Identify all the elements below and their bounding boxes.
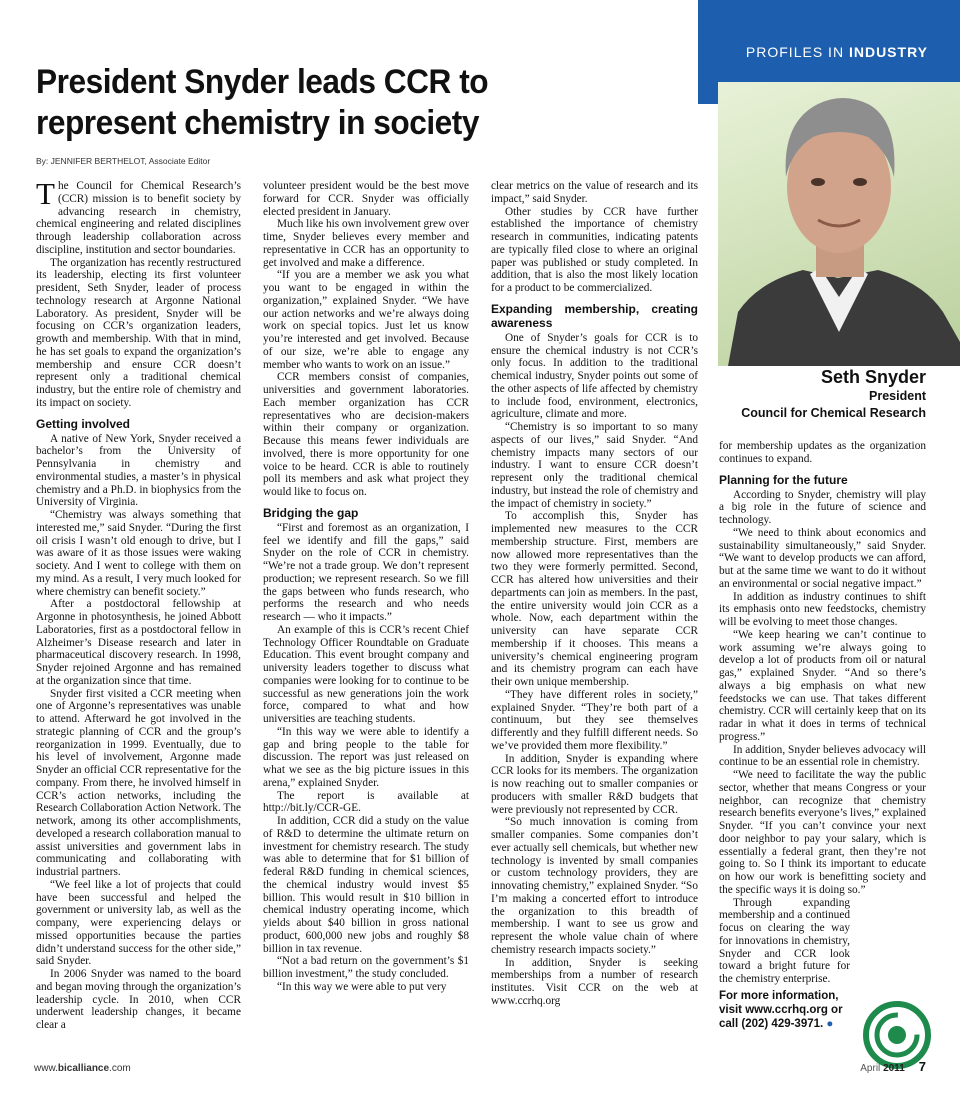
paragraph: In addition, CCR did a study on the value of R&D to determine the ultimate return on investment for chemistry research. The study was able to determine that for $1 billion of federal R&D funding in chemical sciences, the chemical industry would invest $5 billion. This would result in $10 billion in chemical industry operating income, which yields about $40 billion in gross national product, 600,000 new jobs and roughly $8 billion in tax revenue. [263,815,469,955]
photo-caption [700,366,926,422]
footer-website[interactable]: www.bicalliance.com [34,1063,131,1074]
caption-title: President [869,389,926,403]
paragraph: CCR members consist of companies, universities and government laboratories. Each member organization has CCR representatives who are decision-makers within their company or organization. Because this means fewer individuals are involved, there is more opportunity for one voice to be heard. CCR is able to routinely poll its members and ask what project they would like to focus on. [263,371,469,498]
caption-name: Seth Snyder [820,367,926,387]
column-3 [491,180,698,1008]
paragraph: To accomplish this, Snyder has implemented new measures to the CCR membership structure. First, members are now allowed more representatives than the two they were formerly permitted. Second, CCR has altered how universities and their departments can join as members. In the past, the entire university would join CCR as a whole. Now, each department within the university can have separate CCR membership if it chooses. This means a university’s chemical engineering program and its chemistry program can each have their own unique membership. [491,510,698,688]
end-bullet-icon: ● [826,1017,834,1030]
paragraph: “In this way we were able to identify a gap and bring people to the table for discussion. The report was just released on what we see as the big picture issues in this arena,” explained Snyder. [263,725,469,789]
paragraph: for membership updates as the organization continues to expand. [719,440,926,465]
subhead: Getting involved [36,416,131,431]
footer-issue: April 2011 7 [860,1059,926,1074]
caption-org: Council for Chemical Research [741,406,926,420]
column-2 [263,180,469,994]
paragraph: Through expanding membership and a continued focus on clearing the way for innovations in chemistry, Snyder and CCR look toward a bright future for the chemistry enterprise. [719,896,850,985]
paragraph: In addition, Snyder believes advocacy will continue to be an essential role in chemistry. [719,743,926,769]
column-4 [719,440,926,1031]
paragraph: “In this way we were able to put very [277,980,447,993]
page-number: 7 [918,1059,926,1074]
paragraph: A native of New York, Snyder received a bachelor’s from the University of Pennsylvania in chemistry and environmental studies, a master’s in physical chemistry and a Ph.D. in biophysics from the University of Virginia. [36,432,241,509]
paragraph: “They have different roles in society,” explained Snyder. “They’re both part of a continuum, but they see themselves differently and they fulfill different needs. So we’ve provided them more flexibility.” [491,688,698,752]
subhead: Expanding membership, creating awareness [491,301,698,330]
paragraph: “First and foremost as an organization, I feel we identify and fill the gaps,” said Snyder on the role of CCR in chemistry. “We’re not a trade group. We don’t represent production; we represent research. So we fill the gaps between who funds research, who performs the research and who needs research — who it impacts.” [263,521,469,623]
paragraph: The Council for Chemical Research’s (CCR) mission is to benefit society by advancing research in chemistry, chemical engineering and related disciplines through leadership collaboration across discipline, institution and sector boundaries. [36,176,241,256]
paragraph: “We need to facilitate the way the public sector, whether that means Congress or your neighbor, can recognize that chemistry research benefits everyone’s lives,” explained Snyder. “If you can’t convince your next door neighbor to pay your salary, which is essentially a federal grant, then they’re not going to. So I think its important to educate on how our work is benefitting society and the specific ways it is doing so.” [719,769,926,896]
paragraph: Other studies by CCR have further established the importance of chemistry research in communities, indicating patents are typically filed close to where an original paper was published or study completed. In addition, that is also the most likely location for a product to be commercialized. [491,205,698,294]
byline: By: JENNIFER BERTHELOT, Associate Editor [36,156,211,166]
paragraph: In 2006 Snyder was named to the board and began moving through the organization’s leadership cycle. In 2010, when CCR underwent leadership changes, it became clear a [36,968,241,1031]
contact-info: For more information, visit www.ccrhq.org or call (202) 429-3971. ● [719,989,843,1030]
paragraph: “Not a bad return on the government’s $1 billion investment,” the study concluded. [263,955,469,980]
paragraph: “We feel like a lot of projects that could have been successful and helped the government or university lab, as well as the company, were experiencing delays or missed opportunities because the parties didn’t understand success for the other side,” said Snyder. [36,878,241,968]
paragraph: In addition, Snyder is seeking memberships from a number of research institutes. Visit CCR on the web at www.ccrhq.org [491,956,698,1007]
paragraph: clear metrics on the value of research and its impact,” said Snyder. [491,180,698,205]
article-headline: President Snyder leads CCR to represent chemistry in society [36,63,489,142]
section-label: PROFILES IN INDUSTRY [745,44,928,60]
paragraph: volunteer president would be the best move forward for CCR. Snyder was officially elected president in January. [263,180,469,218]
paragraph: “Chemistry was always something that interested me,” said Snyder. “During the first oil crisis I wasn’t old enough to drive, but I was aware of it as those issues were waking society. And I went to college with them on my mind. As a result, I very much looked for where chemistry can benefit society.” [36,509,241,598]
paragraph: “So much innovation is coming from smaller companies. Some companies don’t ever actually sell chemicals, but whether new technology is invented by small companies or custom technology providers, they are innovating chemistry,” explained Snyder. “So I’m making a concerted effort to introduce the organization to this breadth of membership. I want to see us grow and represent the whole value chain of where chemistry research impacts society.” [491,816,698,956]
column-1 [36,176,241,1032]
portrait-photo [718,82,960,366]
paragraph: One of Snyder’s goals for CCR is to ensure the chemical industry is not CCR’s only focus. In addition to the traditional chemical industry, Snyder points out some of the other aspects of life affected by chemistry to include food, environment, electronics, agriculture, climate and more. [491,331,698,421]
paragraph: “We need to think about economics and sustainability simultaneously,” said Snyder. “We want to develop products we can afford, but at the same time we want to do it without an environmental or social negative impact.” [719,526,926,590]
paragraph: In addition, Snyder is expanding where CCR looks for its members. The organization is now reaching out to smaller companies or producers with smaller R&D budgets that were previously not represented by CCR. [491,752,698,816]
paragraph: After a postdoctoral fellowship at Argonne in photosynthesis, he joined Abbott Laboratories, first as a postdoctoral fellow in Alzheimer’s Disease research and later in pharmaceutical discovery research. In 1998, Snyder rejoined Argonne and has remained at the organization since that time. [36,598,241,687]
paragraph: “We keep hearing we can’t continue to work assuming we’re always going to develop a lot of products from oil or natural gas,” explained Snyder. “And so there’s always a big emphasis on what new feedstocks we can use. That takes different chemistry. CCR will certainly keep that on its radar in what it does in terms of technical progress.” [719,628,926,743]
paragraph: The organization has recently restructured its leadership, electing its first volunteer president, Seth Snyder, leader of process technology research at Argonne National Laboratory. As president, Snyder will be focusing on CCR’s organization leaders, growth and membership. With that in mind, he has set goals to expand the organization’s membership and ensure CCR doesn’t represent only a traditional chemical industry, but the entire role of chemistry and its impact on society. [36,256,241,409]
paragraph: The report is available at http://bit.ly/CCR-GE. [263,789,469,815]
paragraph: In addition as industry continues to shift its emphasis onto new feedstocks, chemistry will be evolving to meet those changes. [719,590,926,628]
paragraph: An example of this is CCR’s recent Chief Technology Officer Roundtable on Graduate Education. This event brought company and university leaders together to discuss what companies were looking for to continue to be successful as new generations join the work force, compared to what and how universities are teaching students. [263,623,469,725]
paragraph: “If you are a member we ask you what you want to be engaged in within the organization,” explained Snyder. “We have our action networks and we’re always doing work on special topics. Just let us know you’re interested and get involved. Because of our size, we’re able to engage any member who wants to work on an issue.” [263,269,469,371]
subhead: Planning for the future [719,472,848,487]
subhead: Bridging the gap [263,505,359,520]
drop-cap: T [36,176,55,211]
paragraph: According to Snyder, chemistry will play a big role in the future of science and technology. [719,488,926,526]
paragraph: Much like his own involvement grew over time, Snyder believes every member and representative in CCR has an opportunity to get involved and make a difference. [263,218,470,269]
paragraph: “Chemistry is so important to so many aspects of our lives,” said Snyder. “And chemistry impacts many sectors of our industry. I want to ensure CCR doesn’t represent only the traditional chemical industry, but instead the role of chemistry and the impact of chemistry in society.” [491,421,698,510]
paragraph: Snyder first visited a CCR meeting when one of Argonne’s representatives was unable to attend. Afterward he got involved in the strategic planning of CCR and the group’s reorganization in 1999. Eventually, due to his level of involvement, Argonne made Snyder an official CCR representative for the company. From there, he involved himself in CCR’s action networks, including the Research Collaboration Action Network. The network, among its other accomplishments, developed a research collaboration manual to assist universities and government labs in communicating and collaborating with industrial partners. [36,687,241,878]
